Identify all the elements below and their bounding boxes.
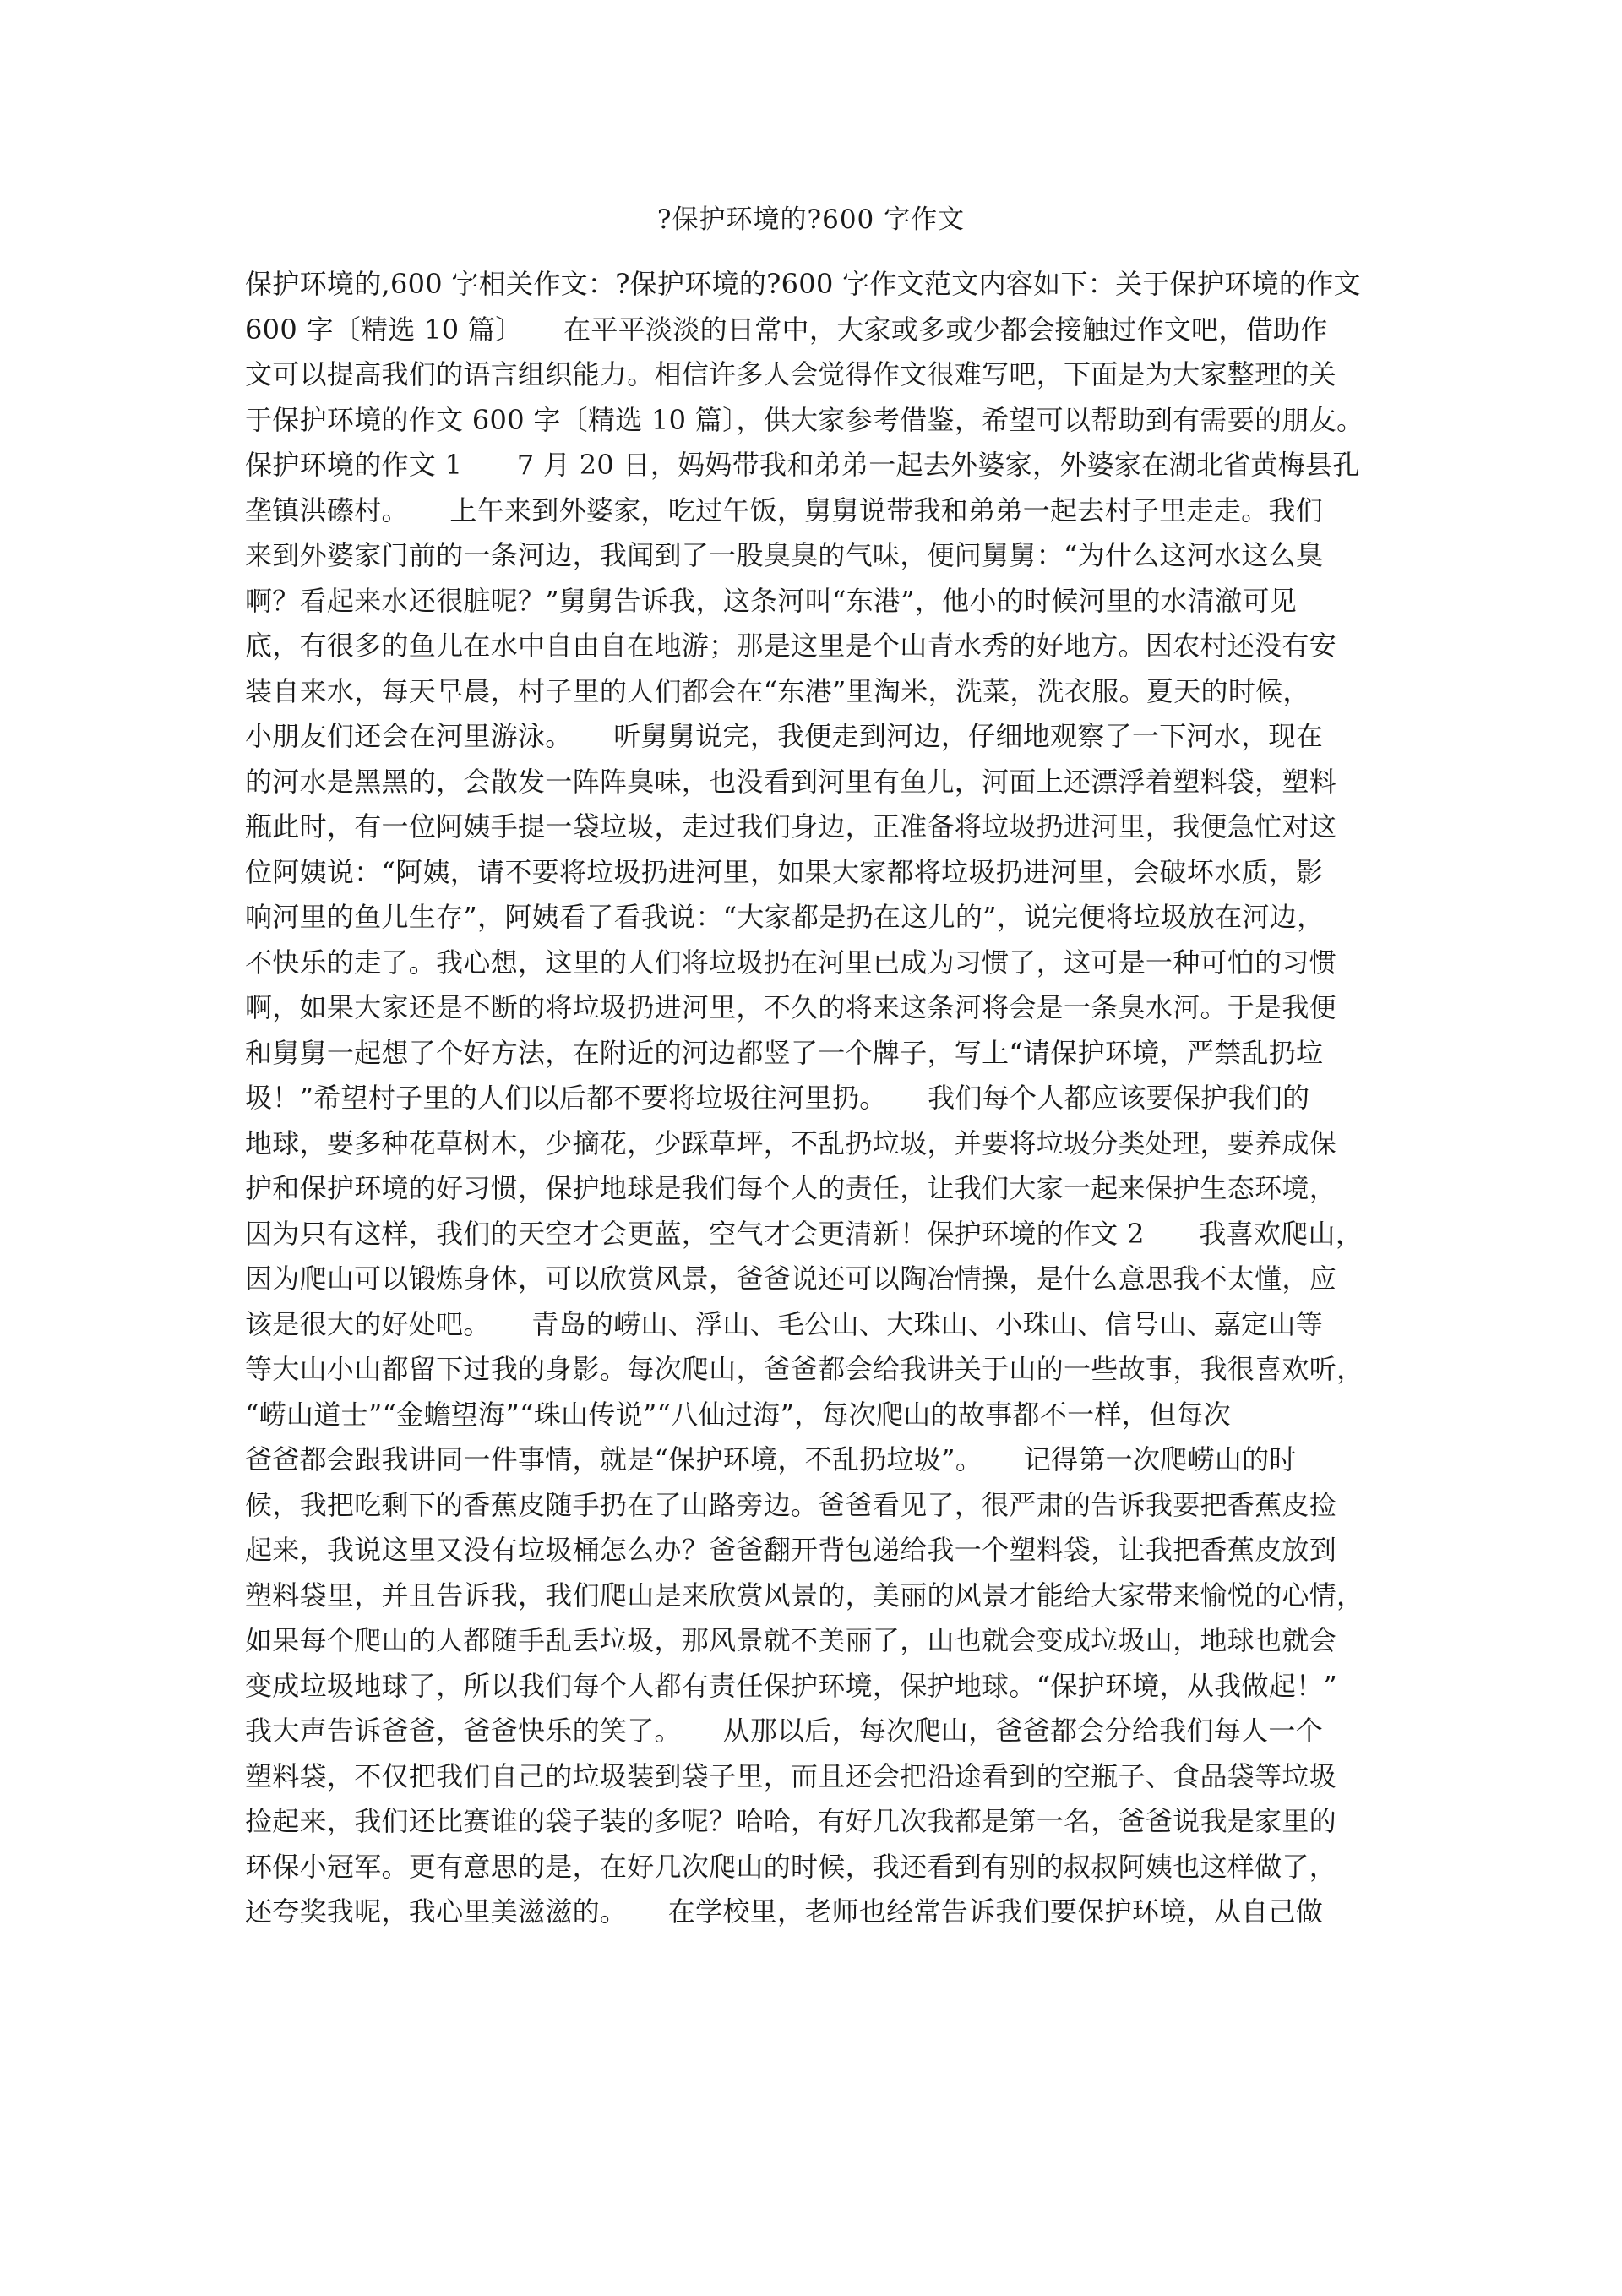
document-line: 小朋友们还会在河里游泳。 听舅舅说完，我便走到河边，仔细地观察了一下河水，现在 xyxy=(245,720,1324,752)
document-body xyxy=(245,262,1381,1935)
document-line: 候，我把吃剩下的香蕉皮随手扔在了山路旁边。爸爸看见了，很严肃的告诉我要把香蕉皮捡 xyxy=(245,1488,1337,1521)
document-title: ?保护环境的?600 字作文 xyxy=(656,205,966,235)
document-line: 还夸奖我呢，我心里美滋滋的。 在学校里，老师也经常告诉我们要保护环境，从自己做 xyxy=(245,1895,1324,1928)
document-line: “崂山道士”“金蟾望海”“珠山传说”“八仙过海”，每次爬山的故事都不一样，但每次 xyxy=(245,1398,1231,1431)
document-line: 我大声告诉爸爸，爸爸快乐的笑了。 从那以后，每次爬山，爸爸都会分给我们每人一个 xyxy=(245,1715,1324,1747)
document-line: 捡起来，我们还比赛谁的袋子装的多呢？哈哈，有好几次我都是第一名，爸爸说我是家里的 xyxy=(245,1805,1337,1837)
document-line: 位阿姨说：“阿姨，请不要将垃圾扔进河里，如果大家都将垃圾扔进河里，会破坏水质，影 xyxy=(245,855,1324,888)
document-line: 等大山小山都留下过我的身影。每次爬山，爸爸都会给我讲关于山的一些故事，我很喜欢听， xyxy=(245,1353,1364,1385)
document-line: 来到外婆家门前的一条河边，我闻到了一股臭臭的气味，便问舅舅：“为什么这河水这么臭 xyxy=(245,539,1324,571)
document-line: 圾！”希望村子里的人们以后都不要将垃圾往河里扔。 我们每个人都应该要保护我们的 xyxy=(245,1082,1310,1114)
document-line: 啊？看起来水还很脏呢？”舅舅告诉我，这条河叫“东港”，他小的时候河里的水清澈可见 xyxy=(245,584,1298,617)
document-line: 地球，要多种花草树木，少摘花，少踩草坪，不乱扔垃圾，并要将垃圾分类处理，要养成保 xyxy=(245,1126,1337,1159)
document-line: 文可以提高我们的语言组织能力。相信许多人会觉得作文很难写吧，下面是为大家整理的关 xyxy=(245,358,1337,390)
document-line: 因为爬山可以锻炼身体，可以欣赏风景，爸爸说还可以陶冶情操，是什么意思我不太懂，应 xyxy=(245,1263,1337,1295)
document-line: 不快乐的走了。我心想，这里的人们将垃圾扔在河里已成为习惯了，这可是一种可怕的习惯 xyxy=(245,946,1337,979)
document-line: 爸爸都会跟我讲同一件事情，就是“保护环境，不乱扔垃圾”。 记得第一次爬崂山的时 xyxy=(245,1443,1297,1475)
document-line: 起来，我说这里又没有垃圾桶怎么办？爸爸翻开背包递给我一个塑料袋，让我把香蕉皮放到 xyxy=(245,1534,1337,1566)
document-line: 变成垃圾地球了，所以我们每个人都有责任保护环境，保护地球。“保护环境，从我做起！” xyxy=(245,1669,1338,1702)
document-line: 底，有很多的鱼儿在水中自由自在地游；那是这里是个山青水秀的好地方。因农村还没有安 xyxy=(245,630,1337,662)
document-line: 因为只有这样，我们的天空才会更蓝，空气才会更清新！保护环境的作文 2 我喜欢爬山， xyxy=(245,1217,1363,1250)
document-line: 环保小冠军。更有意思的是，在好几次爬山的时候，我还看到有别的叔叔阿姨也这样做了， xyxy=(245,1850,1337,1883)
document-line: 保护环境的,600 字相关作文：?保护环境的?600 字作文范文内容如下：关于保护环境的作文 xyxy=(245,268,1361,300)
document-line: 塑料袋里，并且告诉我，我们爬山是来欣赏风景的，美丽的风景才能给大家带来愉悦的心情， xyxy=(245,1579,1364,1612)
document-line: 装自来水，每天早晨，村子里的人们都会在“东港”里淘米，洗菜，洗衣服。夏天的时候， xyxy=(245,674,1310,707)
document-line: 保护环境的作文 1 7 月 20 日，妈妈带我和弟弟一起去外婆家，外婆家在湖北省黄梅县孔 xyxy=(245,449,1360,481)
document-line: 塑料袋，不仅把我们自己的垃圾装到袋子里，而且还会把沿途看到的空瓶子、食品袋等垃圾 xyxy=(245,1759,1337,1792)
document-line: 和舅舅一起想了个好方法，在附近的河边都竖了一个牌子，写上“请保护环境，严禁乱扔垃 xyxy=(245,1036,1324,1069)
document-line: 护和保护环境的好习惯，保护地球是我们每个人的责任，让我们大家一起来保护生态环境， xyxy=(245,1172,1337,1204)
document-line: 的河水是黑黑的，会散发一阵阵臭味，也没看到河里有鱼儿，河面上还漂浮着塑料袋，塑料 xyxy=(245,765,1337,798)
document-line: 瓶此时，有一位阿姨手提一袋垃圾，走过我们身边，正准备将垃圾扔进河里，我便急忙对这 xyxy=(245,810,1337,843)
document-line: 垄镇洪礤村。 上午来到外婆家，吃过午饭，舅舅说带我和弟弟一起去村子里走走。我们 xyxy=(245,494,1324,526)
document-line: 如果每个爬山的人都随手乱丢垃圾，那风景就不美丽了，山也就会变成垃圾山，地球也就会 xyxy=(245,1624,1337,1656)
document-line: 该是很大的好处吧。 青岛的崂山、浮山、毛公山、大珠山、小珠山、信号山、嘉定山等 xyxy=(245,1307,1324,1340)
document-line: 响河里的鱼儿生存”，阿姨看了看我说：“大家都是扔在这儿的”，说完便将垃圾放在河边， xyxy=(245,901,1325,933)
document-line: 于保护环境的作文 600 字〔精选 10 篇〕，供大家参考借鉴，希望可以帮助到有需要的朋友。 xyxy=(245,403,1364,436)
document-line: 啊，如果大家还是不断的将垃圾扔进河里，不久的将来这条河将会是一条臭水河。于是我便 xyxy=(245,991,1337,1023)
document-line: 600 字〔精选 10 篇〕 在平平淡淡的日常中，大家或多或少都会接触过作文吧，借助作 xyxy=(245,313,1328,346)
